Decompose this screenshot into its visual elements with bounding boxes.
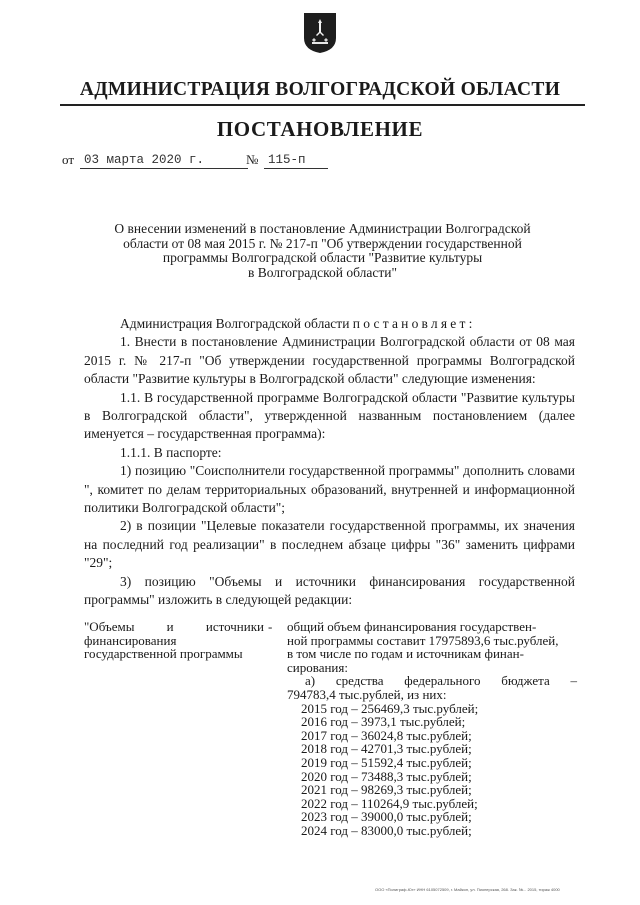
body-paragraph: 2) в позиции "Целевые показатели государственной программы, их значения на последний год реализации" в последнем абзаце цифры "36" заменить цифрами "29";	[84, 518, 575, 571]
print-footer: ООО «Полиграф-Юг» ИНН 6105072509, г. Майкоп, ул. Пионерская, 268. Зак. №... 2015, тираж 4000	[375, 887, 560, 892]
date-label: от	[62, 152, 75, 167]
subject-line: области от 08 мая 2015 г. № 217-п "Об утверждении государственной	[123, 235, 522, 251]
federal-budget-total: 794783,4 тыс.рублей, из них:	[287, 686, 447, 702]
body-paragraph: 1.1. В государственной программе Волгоградской области "Развитие культуры в Волгоградской области", утвержденной названным постановлением (далее именуется – государственная программа):	[84, 389, 575, 442]
table-position-value	[287, 620, 577, 838]
total-line: общий объем финансирования государствен-	[287, 619, 537, 634]
number-field	[246, 148, 336, 172]
table-dash: -	[268, 619, 273, 634]
organization-title: АДМИНИСТРАЦИЯ ВОЛГОГРАДСКОЙ ОБЛАСТИ	[79, 79, 561, 100]
body-paragraph: 1.1.1. В паспорте:	[120, 444, 222, 460]
intro-paragraph	[84, 315, 575, 333]
body-paragraph: 1. Внести в постановление Администрации Волгоградской области от 08 мая 2015 г. № 217-п "Об утверждении государственной программы Волгоградской области "Развитие культуры в Волгоградской области" следующие изменения:	[84, 334, 575, 387]
year-row: 2015 год – 256469,3 тыс.рублей;	[301, 700, 479, 716]
year-row: 2019 год – 51592,4 тыс.рублей;	[301, 754, 472, 770]
subject-line: программы Волгоградской области "Развитие культуры	[162, 250, 483, 265]
number-underline	[264, 168, 328, 169]
body-paragraph: 3) позицию "Объемы и источники финансирования государственной программы" изложить в следующей редакции:	[84, 573, 575, 608]
intro-text: Администрация Волгоградской области	[120, 316, 353, 331]
subject-line: в Волгоградской области"	[247, 264, 397, 280]
header-divider	[60, 104, 585, 106]
number-value: 115-п	[268, 153, 306, 167]
date-underline	[80, 168, 248, 169]
intro-verb: постановляет:	[352, 316, 476, 331]
federal-budget-line: а) средства федерального бюджета –	[305, 673, 577, 689]
year-row: 2017 год – 36024,8 тыс.рублей;	[301, 727, 472, 743]
date-field	[62, 148, 252, 172]
subject-line: О внесении изменений в постановление Администрации Волгоградской	[114, 221, 531, 236]
total-line: сирования:	[287, 659, 348, 675]
year-row: 2022 год – 110264,9 тыс.рублей;	[301, 795, 478, 811]
number-label: №	[246, 152, 259, 167]
year-row: 2021 год – 98269,3 тыс.рублей;	[301, 782, 472, 798]
year-row: 2023 год – 39000,0 тыс.рублей;	[301, 809, 472, 825]
total-line: в том числе по годам и источникам финан-	[287, 646, 524, 662]
coat-of-arms-icon	[303, 12, 337, 54]
year-row: 2024 год – 83000,0 тыс.рублей;	[301, 822, 472, 838]
total-line: ной программы составит 17975893,6 тыс.рублей,	[287, 632, 559, 648]
document-subject	[60, 222, 585, 280]
table-position-name: "Объемы и источники финансирования государственной программы	[84, 619, 264, 662]
date-value: 03 марта 2020 г.	[84, 153, 205, 167]
year-row: 2020 год – 73488,3 тыс.рублей;	[301, 768, 472, 784]
document-type: ПОСТАНОВЛЕНИЕ	[216, 117, 424, 141]
year-row: 2016 год – 3973,1 тыс.рублей;	[301, 714, 466, 730]
document-body	[84, 315, 575, 610]
year-row: 2018 год – 42701,3 тыс.рублей;	[301, 741, 472, 757]
body-paragraph: 1) позицию "Соисполнители государственной программы" дополнить словами ", комитет по делам территориальных образований, внутренней и информационной политики Волгоградской области";	[84, 463, 575, 516]
